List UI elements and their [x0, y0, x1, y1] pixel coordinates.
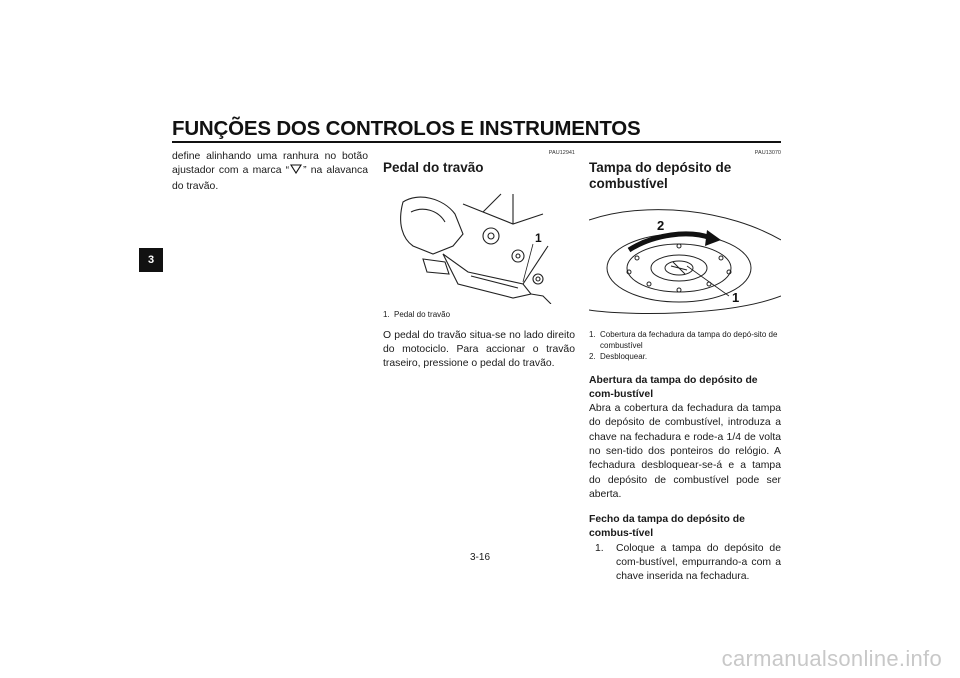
caption-number: 2.: [589, 352, 596, 361]
fuel-cap-illustration: [589, 200, 781, 316]
section-id: PAU12941: [548, 150, 575, 156]
brake-pedal-illustration: [383, 184, 575, 304]
closing-step: [589, 542, 781, 585]
fuel-cap-caption: [589, 330, 781, 363]
step-number: 1.: [595, 542, 604, 554]
column-3: [589, 150, 781, 585]
caption-item: [589, 330, 781, 351]
caption-item: [383, 310, 575, 321]
brake-pedal-figure: [383, 184, 575, 304]
figure-callout-1: 1: [732, 290, 740, 305]
section-id: PAU13070: [754, 150, 781, 156]
triangle-mark-icon: [290, 164, 302, 179]
fuel-cap-figure: [589, 200, 781, 316]
figure-callout-2: 2: [657, 218, 665, 233]
figure-callout-1: 1: [535, 231, 542, 245]
caption-number: 1.: [383, 310, 390, 319]
section-title-brake-pedal: Pedal do travão: [383, 160, 484, 175]
column-1: [172, 150, 368, 194]
caption-number: 1.: [589, 330, 596, 339]
brake-pedal-caption: [383, 310, 575, 321]
chapter-tab: 3: [139, 248, 163, 272]
col1-text-after: ” na alavanca do travão.: [172, 165, 369, 192]
column-2: [383, 150, 575, 371]
header-rule: [172, 141, 781, 143]
watermark: carmanualsonline.info: [721, 646, 942, 671]
caption-item: [589, 352, 781, 363]
caption-text: Desbloquear.: [600, 352, 648, 361]
section-title-fuel-cap: Tampa do depósito de combustível: [589, 160, 732, 191]
step-text: Coloque a tampa do depósito de com-bustível, empurrando-a com a chave inserida na fechadura.: [616, 542, 781, 583]
page-header-title: FUNÇÕES DOS CONTROLOS E INSTRUMENTOS: [172, 117, 641, 140]
caption-text: Cobertura da fechadura da tampa do depó-sito de combustível: [600, 330, 778, 350]
closing-heading: Fecho da tampa do depósito de combus-tível: [589, 514, 745, 540]
page-number: 3-16: [469, 552, 490, 563]
col1-text-before: define alinhando uma ranhura no botão ajustador com a marca “: [172, 151, 368, 177]
opening-body: Abra a cobertura da fechadura da tampa do depósito de combustível, introduza a chave na fechadura e rode-a 1/4 de volta no sen-tido dos ponteiros do relógio. A fechadura desbloquear-se-á e a tampa do depósito de combustível pode ser aberta.: [589, 403, 781, 500]
caption-text: Pedal do travão: [394, 310, 451, 319]
brake-pedal-body: O pedal do travão situa-se no lado direito do motociclo. Para accionar o travão traseiro, pressione o pedal do travão.: [383, 329, 575, 370]
opening-heading: Abertura da tampa do depósito de com-bustível: [589, 374, 758, 400]
col1-paragraph: [172, 150, 368, 194]
